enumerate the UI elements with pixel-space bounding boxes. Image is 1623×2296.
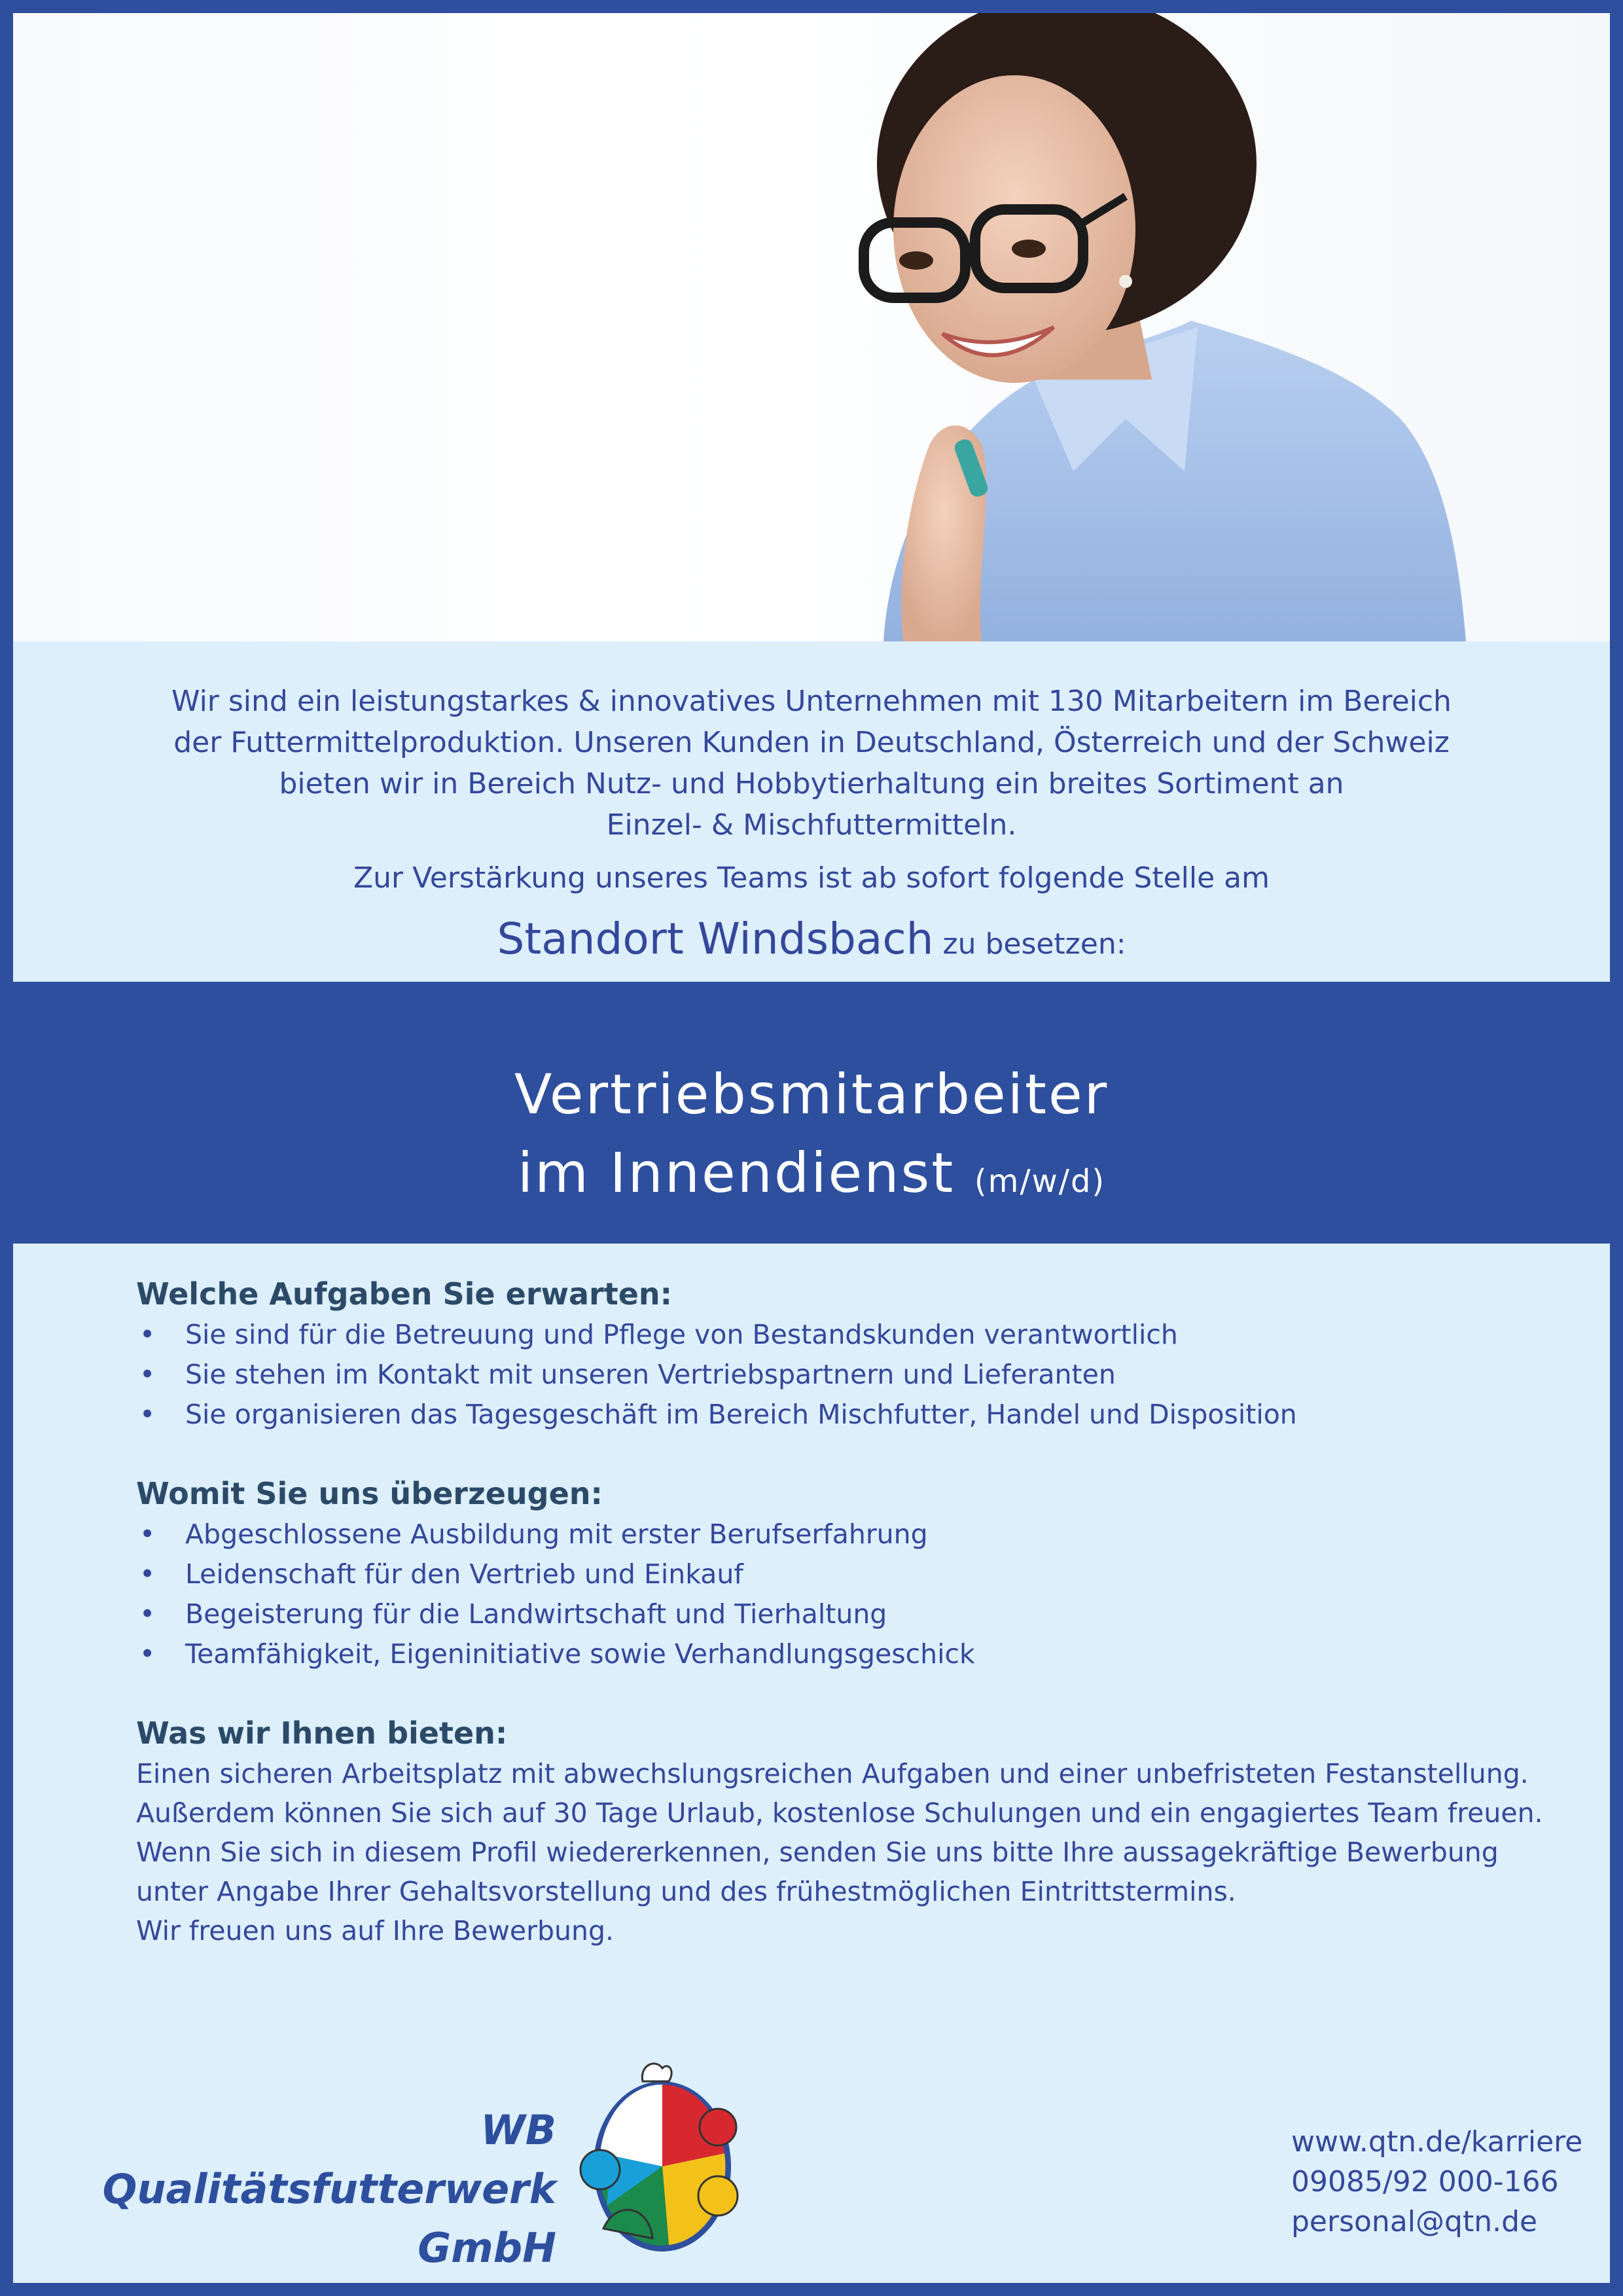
location-suffix: zu besetzen: <box>942 927 1126 961</box>
company-name <box>52 2101 556 2278</box>
header-photo <box>13 13 1610 641</box>
offer-line: Wenn Sie sich in diesem Profil wiedererkennen, senden Sie uns bitte Ihre aussagekräftige Bewerbung <box>136 1837 1499 1868</box>
offer-heading: Was wir Ihnen bieten: <box>136 1715 508 1751</box>
list-item: • Sie organisieren das Tagesgeschäft im Bereich Mischfutter, Handel und Disposition <box>136 1395 1543 1435</box>
intro-line: Zur Verstärkung unseres Teams ist ab sofort folgende Stelle am <box>353 861 1270 895</box>
tasks-heading: Welche Aufgaben Sie erwarten: <box>136 1276 673 1312</box>
intro-text-2 <box>111 857 1512 899</box>
website-link[interactable]: www.qtn.de/karriere <box>1291 2125 1583 2159</box>
intro-line: Wir sind ein leistungstarkes & innovatives Unternehmen mit 130 Mitarbeitern im Bereich <box>171 685 1452 718</box>
location-name: Standort Windsbach <box>497 914 934 964</box>
main-content <box>136 1273 1543 1988</box>
job-title-line2: im Innendienst <box>517 1141 955 1205</box>
company-name-line1: WB Qualitätsfutterwerk <box>102 2106 556 2213</box>
job-title-band <box>0 982 1623 1244</box>
woman-portrait-illustration <box>13 13 1610 641</box>
offer-line: Einen sicheren Arbeitsplatz mit abwechslungsreichen Aufgaben und einer unbefristeten Festanstellung. <box>136 1758 1529 1789</box>
job-title-line1: Vertriebsmitarbeiter <box>514 1062 1109 1126</box>
requirements-heading: Womit Sie uns überzeugen: <box>136 1476 603 1511</box>
list-item: • Abgeschlossene Ausbildung mit erster Berufserfahrung <box>136 1515 1543 1554</box>
offer-line: unter Angabe Ihrer Gehaltsvorstellung und des frühestmöglichen Eintrittstermins. <box>136 1876 1236 1907</box>
intro-text <box>111 681 1512 846</box>
list-item: • Teamfähigkeit, Eigeninitiative sowie Verhandlungsgeschick <box>136 1634 1543 1674</box>
email-link[interactable]: personal@qtn.de <box>1291 2205 1538 2238</box>
requirements-section <box>136 1473 1543 1674</box>
phone-number[interactable]: 09085/92 000-166 <box>1291 2165 1559 2198</box>
requirements-list <box>136 1515 1543 1674</box>
contact-block <box>1291 2122 1582 2242</box>
intro-line: bieten wir in Bereich Nutz- und Hobbytierhaltung ein breites Sortiment an <box>279 767 1344 800</box>
intro-line: Einzel- & Mischfuttermitteln. <box>606 808 1017 842</box>
intro-section <box>13 641 1610 982</box>
offer-line: Außerdem können Sie sich auf 30 Tage Urlaub, kostenlose Schulungen und ein engagiertes Team freuen. <box>136 1797 1543 1829</box>
company-logo-icon <box>577 2055 747 2258</box>
offer-section <box>136 1712 1543 1950</box>
tasks-section <box>136 1273 1543 1435</box>
list-item: • Sie sind für die Betreuung und Pflege von Bestandskunden verantwortlich <box>136 1315 1543 1355</box>
list-item: • Sie stehen im Kontakt mit unseren Vertriebspartnern und Lieferanten <box>136 1355 1543 1395</box>
offer-line: Wir freuen uns auf Ihre Bewerbung. <box>136 1915 615 1946</box>
intro-line: der Futtermittelproduktion. Unseren Kunden in Deutschland, Österreich und der Schweiz <box>173 726 1450 759</box>
job-title-line2-wrap <box>0 1140 1623 1214</box>
location-line <box>111 910 1512 974</box>
list-item: • Begeisterung für die Landwirtschaft und Tierhaltung <box>136 1594 1543 1634</box>
company-name-line2: GmbH <box>418 2224 556 2272</box>
gender-note: (m/w/d) <box>974 1163 1106 1200</box>
list-item: • Leidenschaft für den Vertrieb und Einkauf <box>136 1554 1543 1594</box>
tasks-list <box>136 1315 1543 1435</box>
